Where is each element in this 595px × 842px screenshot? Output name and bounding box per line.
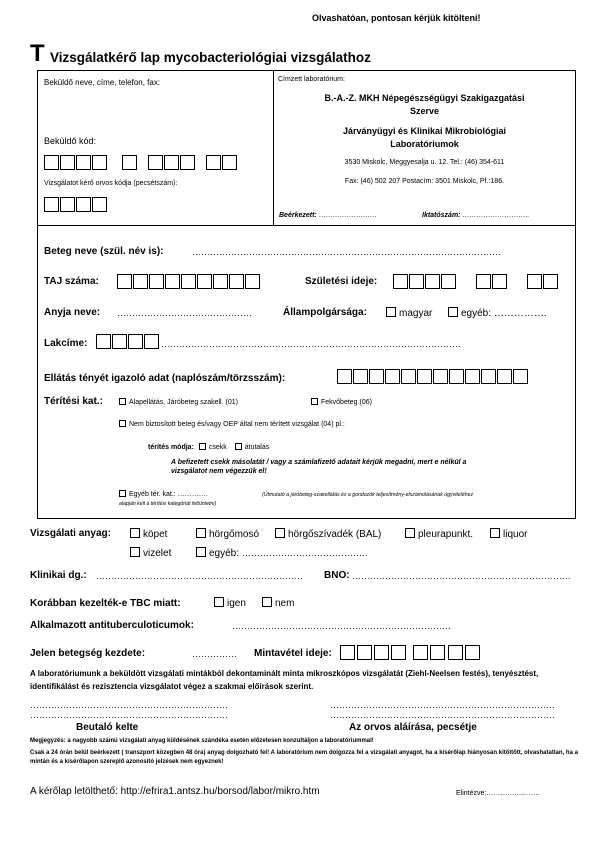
clinical-dg-label: Klinikai dg.: [30,570,87,581]
note-transport: Csak a 24 órán belül beérkezett ( transzport közegben 48 óra) anyag dolgozható fel! A laboratórium nem dolgozza fel a vizsgálati anyagot, ha a kísérőlap hiányosan kitöltött, olvashatatlan, ha a mintán és a kísérőlapon szereplő azonosító jelzések nem egyeznek! [30,750,578,765]
specimen-bal-option[interactable]: hörgőszívadék (BAL) [275,528,381,540]
payment-mode-row: térítés módja: csekk átutalás [148,444,270,451]
clinical-dg-field[interactable]: …………………………………………………………… [96,571,303,581]
address-field[interactable]: ………………………………………………………………………………………. [161,339,461,349]
patient-name-label: Beteg neve (szül. név is): [44,246,164,257]
drugs-field[interactable]: ………………………………………………………………. [232,621,451,631]
citizenship-hungarian-option[interactable]: magyar [386,307,432,319]
payment-check-option[interactable]: csekk [196,444,227,451]
specimen-sputum-option[interactable]: köpet [130,528,167,540]
payment-note-line2: vizsgálatot nem végezzük el! [171,468,267,475]
lab-dept-line2: Laboratóriumok [390,139,459,149]
onset-label: Jelen betegség kezdete: [30,648,146,659]
form-letter-mark: T [30,40,45,67]
cost-other-note-line2: alapján kell a térítési kategóriát feltüntetni) [119,501,217,507]
specimen-bronchial-wash-option[interactable]: hörgőmosó [196,528,259,540]
payment-transfer-option[interactable]: átutalás [229,444,270,451]
taj-label: TAJ száma: [44,276,99,287]
specimen-other-option[interactable]: egyéb: …………………………………… [196,547,368,559]
referral-date-label: Beutaló kelte [76,722,139,733]
referral-date-line-2[interactable]: ………………………………………………………… [30,710,228,720]
fill-instruction: Olvashatóan, pontosan kérjük kitölteni! [312,13,481,23]
doctor-code-label: Vizsgálatot kérő orvos kódja (pecsétszám): [44,180,178,187]
citizenship-other-option[interactable]: egyéb: ……………. [448,307,547,319]
lab-address: 3530 Miskolc, Meggyesalja u. 12. Tel.: (46) 354-611 [344,159,505,166]
download-link[interactable]: A kérőlap letölthető: http://efrira1.antsz.hu/borsod/labor/mikro.htm [30,786,320,797]
bno-label: BNO: [324,570,350,581]
cost-outpatient-option[interactable]: Alapellátás, Járóbeteg szakell. (01) [119,398,238,406]
lab-fax: Fax: (46) 502 207 Postacím: 3501 Miskolc, Pf.:186. [344,178,505,185]
lab-procedure-note: A laboratóriumunk a beküldött vizsgálati mintákból dekontaminált minta mikroszkópos vizsgálatát (Ziehl-Neelsen festés), tenyésztést, identifikálást és rezisztencia vizsgálatot végez a szakmai előírások szerint. [30,669,539,691]
note-consult: Megjegyzés: a nagyobb számú vizsgálati anyag küldésének szándéka esetén előzetesen konzultáljon a laboratóriummal! [30,738,374,744]
specimen-csf-option[interactable]: liquor [490,528,527,540]
lab-name-line1: B.-A.-Z. MKH Népegészségügyi Szakigazgatási [324,93,525,103]
filing-number-field[interactable]: Iktatószám: ……………………….. [422,212,530,219]
cost-other-option[interactable]: Egyéb tér. kat.: …………. [119,490,208,498]
lab-name-line2: Szerve [409,106,440,116]
payment-note-line1: A befizetett csekk másolatát / vagy a számlafizető adatait kérjük megadni, mert e nélkül a [171,459,467,466]
sender-code-label: Beküldő kód: [44,136,97,146]
processed-field[interactable]: Elintézve:………………….. [456,790,540,797]
sampling-date-label: Mintavétel ideje: [254,648,332,659]
patient-name-field[interactable]: …………………………………………………………………………………………. [192,247,501,257]
lab-dept-line1: Járványügyi és Klinikai Mikrobiológiai [342,126,507,136]
specimen-label: Vizsgálati anyag: [30,528,111,539]
prior-tbc-no-option[interactable]: nem [262,597,294,609]
cost-uninsured-option[interactable]: Nem biztosított beteg és/vagy OEP által nem térített vizsgálat (04) pl.: [119,420,345,428]
prior-tbc-label: Korábban kezelték-e TBC miatt: [30,598,181,609]
received-field[interactable]: Beérkezett: ……………………. [279,212,377,219]
mother-name-field[interactable]: ……………………………………… [117,308,252,318]
care-proof-label: Ellátás tényét igazoló adat (naplószám/törzsszám): [44,373,286,384]
lab-addressee-label: Címzett laboratórium: [278,76,345,83]
page-title: Vizsgálatkérő lap mycobacteriológiai vizsgálathoz [50,50,371,65]
cost-other-note-line1: (Útmutató a járóbeteg-szakellátás és a gondozók teljesítmény-elszámolásának ügyviteléhez [262,492,474,498]
signature-line-1[interactable]: ………………………………………………………………… [330,700,555,710]
address-label: Lakcíme: [44,338,88,349]
birth-date-label: Születési ideje: [305,276,378,287]
citizenship-label: Állampolgársága: [283,307,367,318]
specimen-pleural-option[interactable]: pleurapunkt. [405,528,473,540]
cost-inpatient-option[interactable]: Fekvőbeteg (06) [311,398,372,406]
referral-date-line-1[interactable]: ………………………………………………………… [30,700,228,710]
sender-name-label: Beküldő neve, címe, telefon, fax: [44,78,161,87]
mother-name-label: Anyja neve: [44,307,101,318]
drugs-label: Alkalmazott antituberculoticumok: [30,620,194,631]
onset-field[interactable]: …………… [192,649,237,659]
signature-line-2[interactable]: ………………………………………………………………… [330,710,555,720]
cost-category-label: Térítési kat.: [44,396,103,407]
prior-tbc-yes-option[interactable]: igen [214,597,246,609]
doctor-signature-label: Az orvos aláírása, pecsétje [349,722,477,733]
bno-field[interactable]: ………………………………………………………………. [352,571,571,581]
specimen-urine-option[interactable]: vizelet [130,547,171,559]
